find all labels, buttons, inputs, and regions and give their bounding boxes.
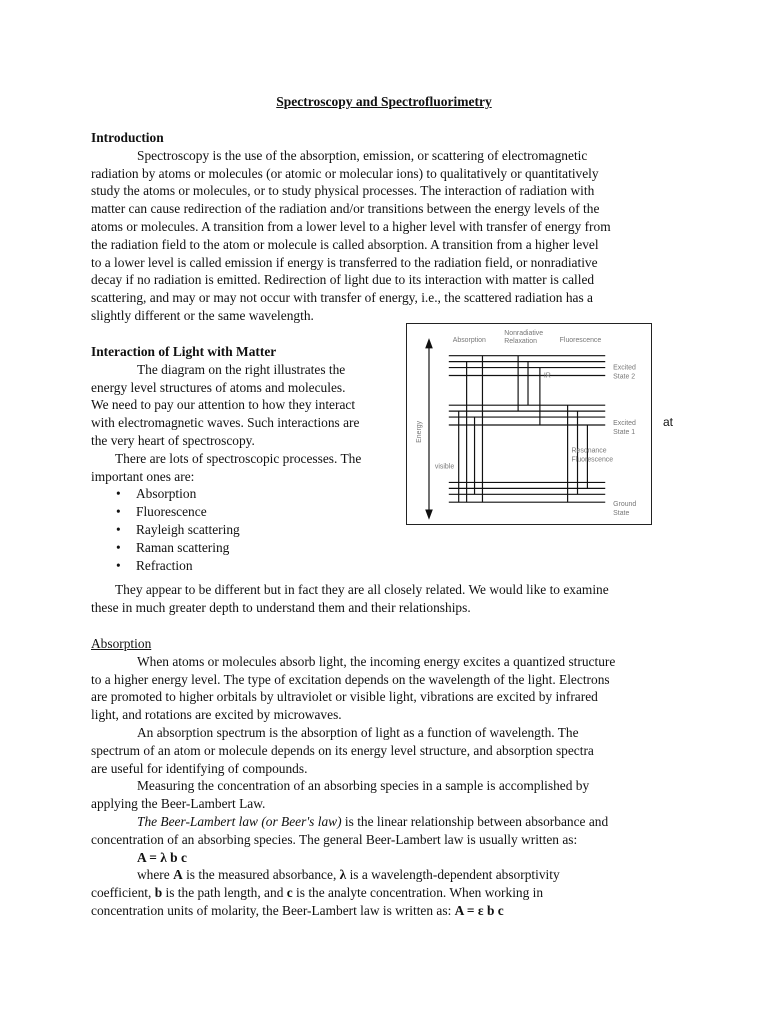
diagram-label-resonance-2: Fluorescence <box>571 456 614 464</box>
diagram-label-excited1-1: Excited <box>613 419 636 427</box>
interaction-line: important ones are: <box>91 468 195 484</box>
arrow-up-icon <box>426 340 432 348</box>
intro-line: scattering, and may or may not occur with transfer of energy, i.e., the scattered radiation has a <box>91 290 593 306</box>
interaction-line: The diagram on the right illustrates the <box>137 361 346 377</box>
where-text: is the measured absorbance, <box>182 867 340 883</box>
molarity-line <box>91 902 691 920</box>
diagram-label-nonrad-1: Nonradiative <box>504 329 544 337</box>
formula-general: A = λ b c <box>137 849 187 865</box>
diagram-label-excited1-2: State 1 <box>613 428 636 436</box>
diagram-label-visible: visible <box>434 463 455 471</box>
interaction-line: energy level structures of atoms and molecules. <box>91 379 346 395</box>
symbol-b: b <box>154 885 163 901</box>
coef-text: coefficient, <box>91 885 155 901</box>
interaction-line: the very heart of spectroscopy. <box>91 432 255 448</box>
beer-lambert-text: is the linear relationship between absorbance and <box>341 813 609 829</box>
diagram-label-absorption: Absorption <box>452 336 486 344</box>
absorption-line: light, and rotations are excited by microwaves. <box>91 707 342 723</box>
absorption-line: spectrum of an atom or molecule depends on its energy level structure, and absorption spectra <box>91 742 594 758</box>
closing-line: They appear to be different but in fact they are all closely related. We would like to examine <box>115 582 609 597</box>
list-item: • Absorption <box>91 485 401 503</box>
side-text: at <box>663 415 674 429</box>
arrow-down-icon <box>426 510 432 518</box>
absorption-line: applying the Beer-Lambert Law. <box>91 796 266 812</box>
symbol-c: c <box>286 885 293 901</box>
coef-text: is the path length, and <box>162 885 287 901</box>
absorption-line: Measuring the concentration of an absorbing species in a sample is accomplished by <box>137 778 590 794</box>
interaction-section <box>91 343 401 574</box>
absorption-line: An absorption spectrum is the absorption of light as a function of wavelength. The <box>137 724 579 740</box>
beer-lambert-line <box>91 813 691 831</box>
interaction-closing <box>91 581 691 617</box>
intro-line: the radiation field to the atom or molecule is called absorption. A transition from a higher level <box>91 236 599 252</box>
interaction-heading: Interaction of Light with Matter <box>91 344 277 359</box>
symbol-lambda: λ <box>339 867 347 883</box>
list-item: • Refraction <box>91 557 401 575</box>
coefficient-line <box>91 884 691 902</box>
diagram-label-resonance-1: Resonance <box>571 447 607 455</box>
formula-molarity: A = ε b c <box>454 902 504 918</box>
absorption-line: When atoms or molecules absorb light, the incoming energy excites a quantized structure <box>137 653 616 669</box>
process-list <box>91 485 401 574</box>
interaction-line: with electromagnetic waves. Such interactions are <box>91 415 360 431</box>
energy-diagram-svg <box>407 324 651 524</box>
coef-text: is the analyte concentration. When working in <box>292 885 544 901</box>
where-text: where <box>137 867 174 883</box>
interaction-line: There are lots of spectroscopic processes. The <box>115 450 362 466</box>
list-item: • Raman scattering <box>91 539 401 557</box>
beer-lambert-term: The Beer-Lambert law (or Beer's law) <box>137 813 342 829</box>
absorption-line: are promoted to higher orbitals by ultraviolet or visible light, vibrations are excited by infrared <box>91 689 598 705</box>
diagram-label-ground-2: State <box>613 510 630 518</box>
intro-line: decay if no radiation is emitted. Redirection of light due to its interaction with matter is called <box>91 272 595 288</box>
molarity-text: concentration units of molarity, the Beer-Lambert law is written as: <box>91 902 455 918</box>
intro-line: to a lower level is called emission if energy is transferred to the radiation field, or nonradiative <box>91 254 598 270</box>
diagram-label-fluorescence: Fluorescence <box>559 336 602 344</box>
absorption-line: concentration of an absorbing species. The general Beer-Lambert law is usually written as: <box>91 831 578 847</box>
absorption-section <box>91 635 691 920</box>
diagram-label-nonrad-2: Relaxation <box>504 337 537 345</box>
symbol-a: A <box>173 867 183 883</box>
interaction-line: We need to pay our attention to how they interact <box>91 397 356 413</box>
absorption-line: to a higher energy level. The type of excitation depends on the wavelength of the light. Electrons <box>91 671 610 687</box>
intro-line: radiation by atoms or molecules (or atomic or molecular ions) to qualitatively or quantitatively <box>91 165 599 181</box>
list-item: • Fluorescence <box>91 503 401 521</box>
introduction-heading: Introduction <box>91 130 164 145</box>
closing-line: these in much greater depth to understand them and their relationships. <box>91 599 471 615</box>
diagram-label-ir: IR <box>543 372 551 380</box>
intro-line: slightly different or the same wavelength. <box>91 307 314 323</box>
where-text: is a wavelength-dependent absorptivity <box>346 867 560 883</box>
diagram-label-excited2-2: State 2 <box>613 373 636 381</box>
absorption-line: are useful for identifying of compounds. <box>91 760 308 776</box>
diagram-label-excited2-1: Excited <box>613 364 636 372</box>
energy-level-diagram <box>406 323 652 525</box>
list-item: • Rayleigh scattering <box>91 521 401 539</box>
intro-line: study the atoms or molecules, or to study physical processes. The interaction of radiation with <box>91 183 595 199</box>
diagram-label-ground-1: Ground <box>613 501 637 509</box>
intro-line: atoms or molecules. A transition from a lower level to a higher level with transfer of energy from <box>91 218 611 234</box>
where-line <box>91 866 691 884</box>
introduction-section <box>91 129 691 325</box>
page-title: Spectroscopy and Spectrofluorimetry <box>276 94 492 109</box>
intro-line: matter can cause redirection of the radiation and/or transitions between the energy levels of the <box>91 201 600 217</box>
diagram-label-energy: Energy <box>416 420 424 443</box>
intro-line: Spectroscopy is the use of the absorption, emission, or scattering of electromagnetic <box>137 147 588 163</box>
absorption-heading: Absorption <box>91 636 152 651</box>
